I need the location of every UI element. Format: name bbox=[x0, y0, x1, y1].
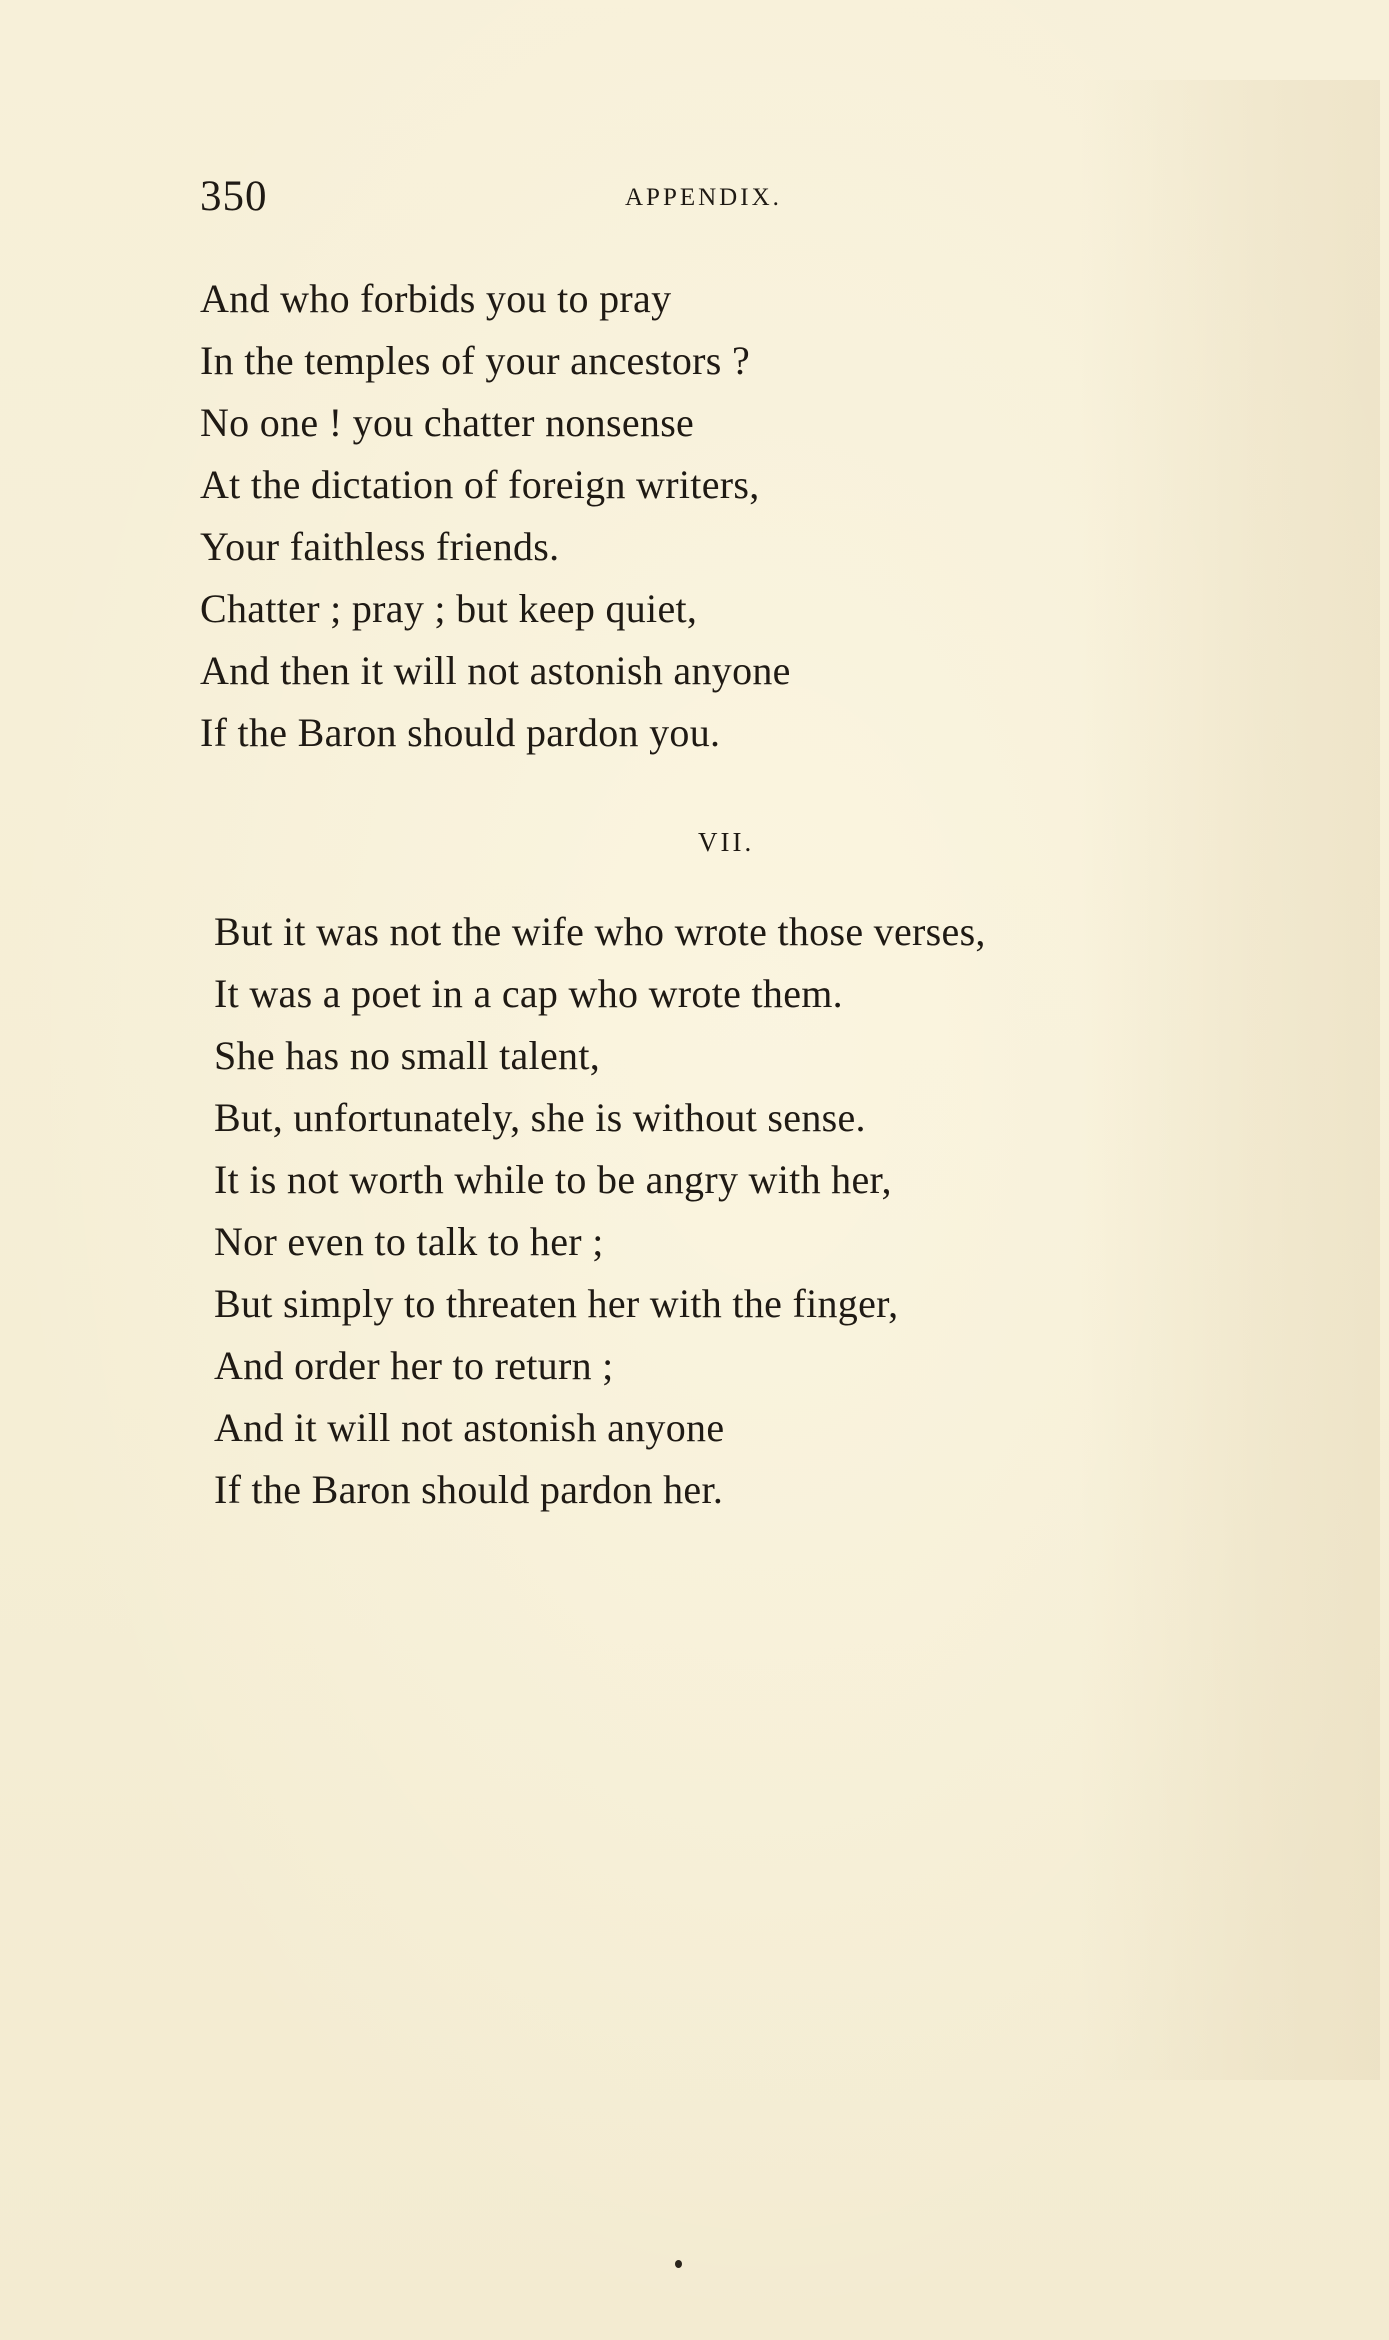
page-number: 350 bbox=[200, 173, 268, 220]
running-title: APPENDIX. bbox=[625, 184, 782, 211]
verse-line: If the Baron should pardon you. bbox=[200, 710, 721, 755]
verse-line: At the dictation of foreign writers, bbox=[200, 462, 760, 507]
verse-line: No one ! you chatter nonsense bbox=[200, 400, 695, 445]
verse-line: Nor even to talk to her ; bbox=[214, 1219, 604, 1264]
verse-line: But, unfortunately, she is without sense. bbox=[214, 1095, 866, 1140]
verse-line: And then it will not astonish anyone bbox=[200, 648, 791, 693]
section-numeral: VII. bbox=[698, 827, 755, 857]
verse-line: And who forbids you to pray bbox=[200, 276, 672, 321]
stanza-two bbox=[214, 901, 986, 1521]
verse-line: And order her to return ; bbox=[214, 1343, 614, 1388]
verse-line: She has no small talent, bbox=[214, 1033, 601, 1078]
verse-line: In the temples of your ancestors ? bbox=[200, 338, 751, 383]
verse-line: But simply to threaten her with the finger, bbox=[214, 1281, 899, 1326]
verse-line: And it will not astonish anyone bbox=[214, 1405, 725, 1450]
verse-line: It is not worth while to be angry with her, bbox=[214, 1157, 892, 1202]
verse-line: If the Baron should pardon her. bbox=[214, 1467, 724, 1512]
ink-dot-mark bbox=[675, 2260, 682, 2268]
verse-line: It was a poet in a cap who wrote them. bbox=[214, 971, 843, 1016]
verse-line: Your faithless friends. bbox=[200, 524, 560, 569]
verse-line: But it was not the wife who wrote those verses, bbox=[214, 909, 986, 954]
stanza-one bbox=[200, 268, 791, 764]
show-through-bleed bbox=[1080, 80, 1380, 2080]
verse-line: Chatter ; pray ; but keep quiet, bbox=[200, 586, 698, 631]
